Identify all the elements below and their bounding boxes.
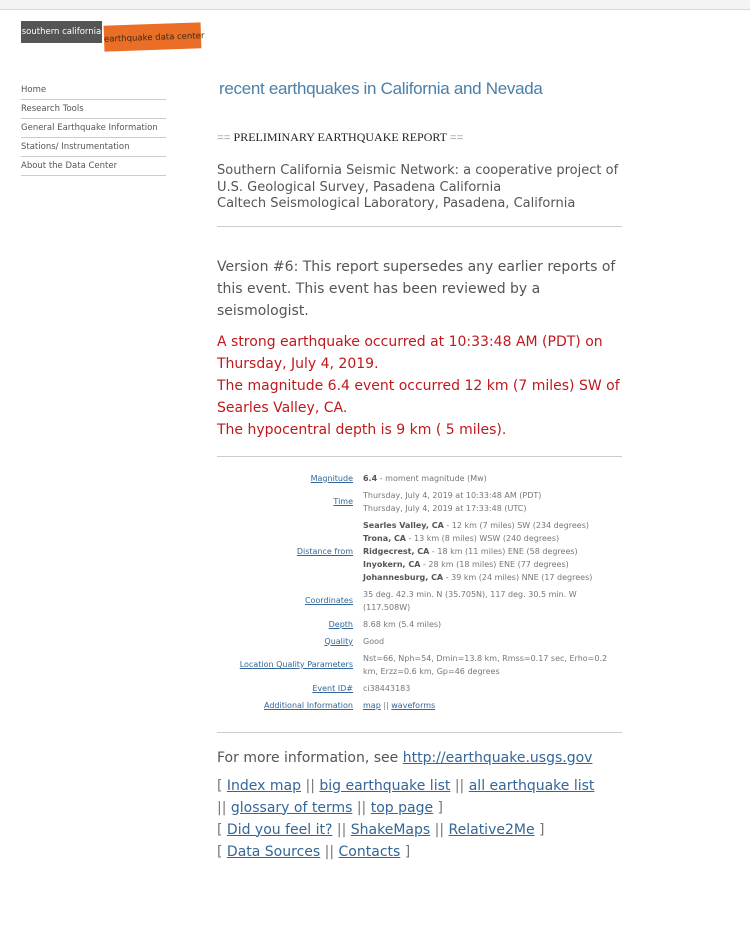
glossary-link[interactable]: glossary of terms	[230, 799, 353, 816]
detail-row-magnitude	[216, 472, 622, 485]
page-title: recent earthquakes in California and Nevada	[219, 79, 543, 98]
nav-general-earthquake-information[interactable]: General Earthquake Information	[21, 119, 166, 138]
quality-link[interactable]: Quality	[324, 636, 353, 646]
version-text: Version #6: This report supersedes any earlier reports of this event. This event has been reviewed by a seismologist.	[217, 258, 616, 319]
network-line-3: Caltech Seismological Laboratory, Pasadena, California	[217, 196, 576, 211]
detail-row-coordinates	[216, 588, 622, 614]
distance-item: Searles Valley, CA - 12 km (7 miles) SW (234 degrees)	[363, 520, 589, 530]
sidebar-nav	[21, 81, 166, 176]
more-info	[217, 750, 622, 766]
detail-row-time	[216, 489, 622, 515]
detail-row-distance	[216, 519, 622, 584]
logo-earthquake-data-center: earthquake data center	[104, 22, 202, 51]
time-link[interactable]: Time	[333, 497, 353, 506]
top-page-link[interactable]: top page	[370, 799, 434, 816]
footer-links	[217, 775, 622, 863]
depth-link[interactable]: Depth	[328, 619, 353, 629]
links-line-3: [ Did you feel it? || ShakeMaps || Relative2Me ]	[217, 821, 545, 838]
shakemaps-link[interactable]: ShakeMaps	[350, 821, 431, 838]
magnitude-value: 6.4	[363, 473, 378, 483]
event-details-table	[216, 472, 622, 712]
depth-value: 8.68 km (5.4 miles)	[363, 619, 442, 629]
coordinates-link[interactable]: Coordinates	[304, 596, 353, 605]
usgs-link[interactable]: http://earthquake.usgs.gov	[402, 749, 593, 766]
distance-item: Inyokern, CA - 28 km (18 miles) ENE (77 degrees)	[363, 559, 569, 569]
all-earthquake-list-link[interactable]: all earthquake list	[468, 777, 595, 794]
separator: ||	[380, 700, 392, 710]
main-content	[217, 128, 622, 863]
detail-row-location-quality	[216, 652, 622, 678]
distance-item: Ridgecrest, CA - 18 km (11 miles) ENE (58 degrees)	[363, 546, 578, 556]
links-line-2: || glossary of terms || top page ]	[217, 799, 444, 816]
nav-research-tools[interactable]: Research Tools	[21, 100, 166, 119]
waveforms-link[interactable]: waveforms	[391, 700, 436, 710]
top-bar	[0, 0, 750, 10]
coordinates-value: 35 deg. 42.3 min. N (35.705N), 117 deg. 30.5 min. W (117.508W)	[363, 589, 577, 612]
location-quality-link[interactable]: Location Quality Parameters	[239, 660, 353, 669]
magnitude-desc: - moment magnitude (Mw)	[377, 473, 487, 483]
time-local: Thursday, July 4, 2019 at 10:33:48 AM (PDT)	[363, 490, 542, 500]
distance-item: Johannesburg, CA - 39 km (24 miles) NNE (17 degrees)	[363, 572, 593, 582]
network-info	[217, 163, 622, 227]
relative2me-link[interactable]: Relative2Me	[448, 821, 535, 838]
divider	[217, 732, 622, 733]
links-line-1: [ Index map || big earthquake list || all earthquake list	[217, 777, 595, 794]
contacts-link[interactable]: Contacts	[338, 843, 401, 860]
summary-depth: The hypocentral depth is 9 km ( 5 miles).	[217, 421, 507, 438]
quality-value: Good	[363, 636, 385, 646]
nav-stations-instrumentation[interactable]: Stations/ Instrumentation	[21, 138, 166, 157]
did-you-feel-it-link[interactable]: Did you feel it?	[226, 821, 333, 838]
more-info-text: For more information, see	[217, 749, 403, 766]
distance-item: Trona, CA - 13 km (8 miles) WSW (240 degrees)	[363, 533, 560, 543]
heading-deco-left: ==	[217, 130, 231, 144]
report-heading-text: PRELIMINARY EARTHQUAKE REPORT	[233, 130, 447, 144]
distance-link[interactable]: Distance from	[296, 546, 353, 556]
nav-about-data-center[interactable]: About the Data Center	[21, 157, 166, 176]
event-id-value: ci38443183	[363, 683, 411, 693]
logo-southern-california: southern california	[21, 21, 102, 43]
nav-home[interactable]: Home	[21, 81, 166, 100]
report-heading	[217, 130, 622, 145]
detail-row-additional	[216, 699, 622, 712]
time-utc: Thursday, July 4, 2019 at 17:33:48 (UTC)	[363, 503, 527, 513]
summary-time: A strong earthquake occurred at 10:33:48 AM (PDT) on Thursday, July 4, 2019.	[217, 333, 603, 372]
links-line-4: [ Data Sources || Contacts ]	[217, 843, 411, 860]
summary-magnitude: The magnitude 6.4 event occurred 12 km (7 miles) SW of Searles Valley, CA.	[217, 377, 620, 416]
network-line-2: U.S. Geological Survey, Pasadena California	[217, 179, 502, 195]
detail-row-event-id	[216, 682, 622, 695]
network-line-1: Southern California Seismic Network: a cooperative project of	[217, 163, 619, 178]
index-map-link[interactable]: Index map	[226, 777, 302, 794]
magnitude-link[interactable]: Magnitude	[310, 473, 353, 483]
data-sources-link[interactable]: Data Sources	[226, 843, 321, 860]
earthquake-summary	[217, 331, 622, 457]
map-link[interactable]: map	[363, 700, 381, 710]
location-quality-value: Nst=66, Nph=54, Dmin=13.8 km, Rmss=0.17 sec, Erho=0.2 km, Erzz=0.6 km, Gp=46 degrees	[363, 653, 608, 676]
event-id-link[interactable]: Event ID#	[312, 683, 353, 693]
big-earthquake-list-link[interactable]: big earthquake list	[319, 777, 451, 794]
heading-deco-right: ==	[449, 130, 464, 144]
additional-info-link[interactable]: Additional Information	[263, 700, 353, 710]
detail-row-quality	[216, 635, 622, 648]
detail-row-depth	[216, 618, 622, 631]
